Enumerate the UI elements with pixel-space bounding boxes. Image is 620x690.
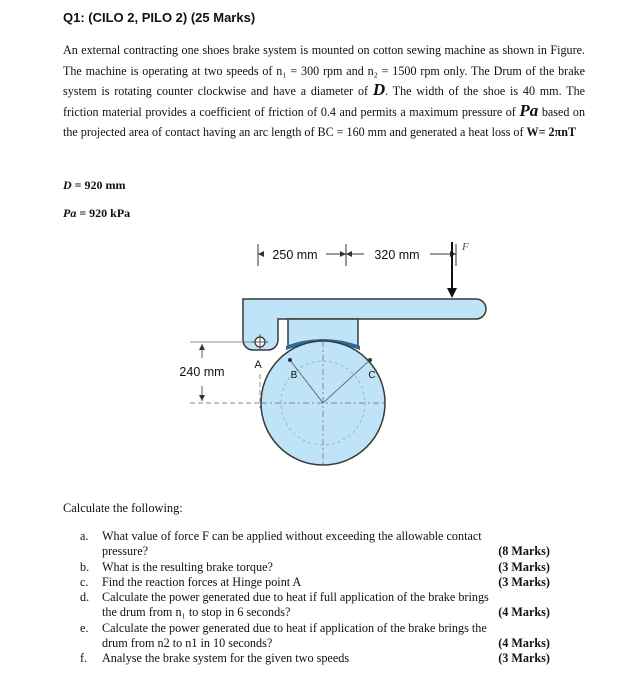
question-item bbox=[80, 560, 575, 575]
question-label: e. bbox=[80, 620, 89, 635]
question-label: c. bbox=[80, 574, 89, 589]
label-a: A bbox=[254, 359, 262, 371]
question-marks: (3 Marks) bbox=[498, 574, 550, 589]
problem-statement bbox=[63, 40, 585, 143]
given-pressure bbox=[63, 206, 130, 221]
question-label: d. bbox=[80, 590, 90, 605]
drum-diameter-symbol: D bbox=[372, 80, 386, 100]
question-label: a. bbox=[80, 529, 89, 543]
question-marks: (8 Marks) bbox=[498, 544, 550, 559]
arrowhead bbox=[258, 251, 264, 257]
statement-part-2: . The width of the shoe is 40 mm. The friction material provides a coefficient of friction of 0.4 and permits a maximum pressure of bbox=[63, 84, 585, 119]
question-item bbox=[80, 651, 575, 666]
given-pressure-value: = 920 kPa bbox=[76, 206, 131, 220]
question-marks: (3 Marks) bbox=[498, 559, 550, 574]
given-diameter bbox=[63, 178, 126, 193]
given-diameter-label: D bbox=[63, 178, 72, 192]
label-b: B bbox=[290, 370, 298, 381]
dim-320-label: 320 mm bbox=[374, 248, 420, 262]
statement-part-3: based on the projected area of contact having an arc length of BC = 160 mm and generated a heat loss of bbox=[63, 104, 586, 140]
question-marks: (4 Marks) bbox=[498, 605, 550, 620]
question-text: Calculate the power generated due to heat if full application of the brake brings the drum from n₁ to stop in 6 seconds? bbox=[102, 590, 489, 620]
calculate-intro: Calculate the following: bbox=[63, 501, 183, 515]
point-b bbox=[288, 358, 292, 362]
question-item bbox=[80, 575, 575, 590]
point-c bbox=[368, 358, 372, 362]
question-item bbox=[80, 529, 575, 560]
max-pressure-symbol: Pa bbox=[519, 100, 539, 120]
arrowhead bbox=[199, 395, 205, 401]
question-text: Find the reaction forces at Hinge point A bbox=[102, 574, 302, 589]
label-c: C bbox=[368, 370, 376, 381]
given-diameter-value: = 920 mm bbox=[71, 178, 126, 192]
question-label: b. bbox=[80, 559, 90, 574]
arrowhead bbox=[199, 344, 205, 350]
question-text: What value of force F can be applied without exceeding the allowable contact pressure? bbox=[102, 529, 482, 559]
question-item bbox=[80, 590, 575, 621]
question-list bbox=[80, 529, 575, 667]
question-text: What is the resulting brake torque? bbox=[102, 559, 273, 574]
given-pressure-label: Pa bbox=[63, 206, 77, 220]
statement-part-1: An external contracting one shoes brake system is mounted on cotton sewing machine as shown in Figure. The machine is operating at two speeds of n₁ = 300 rpm and n₂ = 1500 rpm only. The Drum of the brake system is rotating counter clockwise and have a diameter of bbox=[63, 43, 585, 99]
question-marks: (4 Marks) bbox=[498, 636, 550, 651]
question-item bbox=[80, 621, 575, 652]
question-marks: (3 Marks) bbox=[498, 651, 550, 666]
question-text: Analyse the brake system for the given two speeds bbox=[102, 651, 350, 666]
arrowhead bbox=[346, 251, 352, 257]
force-f-label: F bbox=[462, 241, 469, 253]
question-label: f. bbox=[80, 651, 88, 666]
force-f-arrowhead bbox=[447, 288, 457, 298]
dim-250-label: 250 mm bbox=[272, 248, 318, 262]
question-heading: Q1: (CILO 2, PILO 2) (25 Marks) bbox=[63, 10, 256, 25]
arrowhead bbox=[340, 251, 346, 257]
brake-figure bbox=[160, 236, 500, 491]
heat-loss-formula: W= 2πnT bbox=[526, 125, 577, 140]
brake-lever bbox=[243, 299, 486, 350]
question-text: Calculate the power generated due to heat if application of the brake brings the drum from n2 to n1 in 10 seconds? bbox=[102, 620, 487, 651]
dim-240-label: 240 mm bbox=[179, 365, 225, 379]
